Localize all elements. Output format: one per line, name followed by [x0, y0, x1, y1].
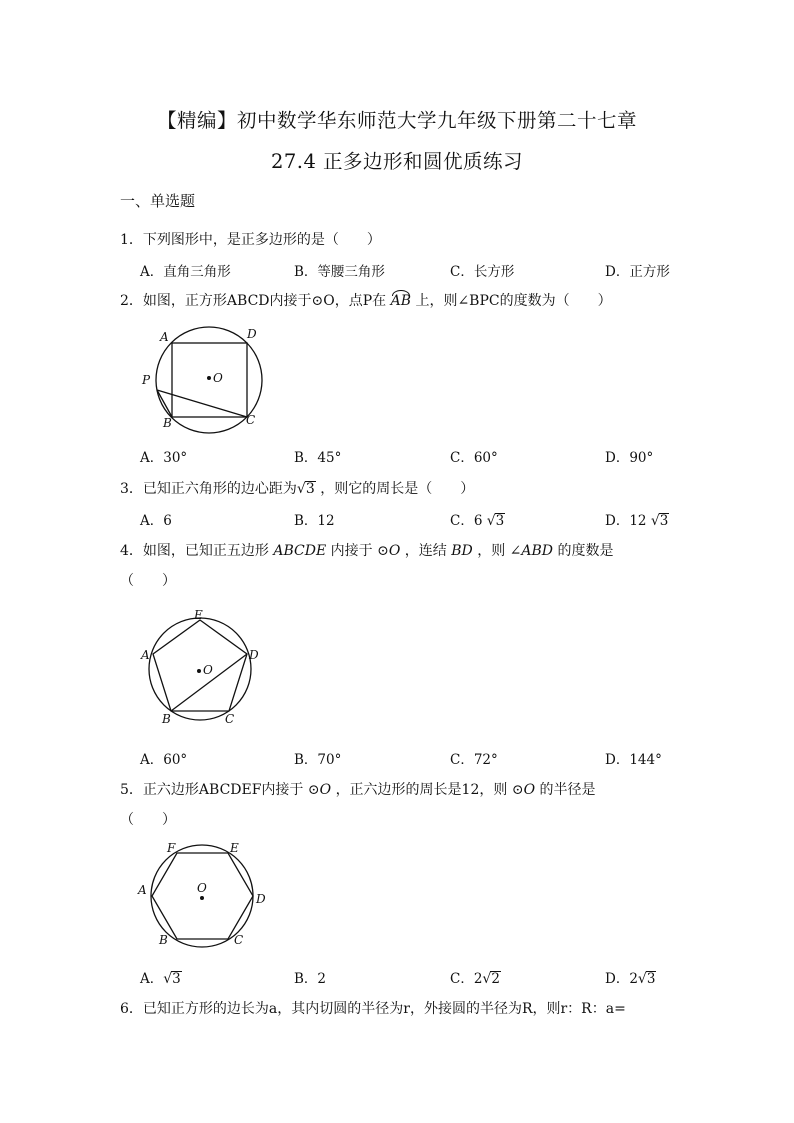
- q4-text-5: 的度数是: [557, 543, 614, 559]
- q5-label-o: O: [197, 881, 207, 895]
- q5-label-c: C: [234, 933, 244, 947]
- q1-option-a: A．直角三角形: [140, 264, 231, 280]
- q4-pentagon: [153, 620, 247, 711]
- q5-option-b: B．2: [294, 971, 327, 987]
- q5-option-d-text: D．2: [605, 971, 638, 987]
- q4-label-d: D: [249, 648, 259, 662]
- question-2: [120, 290, 612, 310]
- q2-label-c: C: [246, 413, 256, 427]
- q3-option-d-text: D．12: [605, 513, 647, 529]
- q3-option-c: C．6 √3: [450, 513, 505, 529]
- q2-figure: [135, 322, 270, 437]
- q2-text-before: 2．如图，正方形ABCD内接于⊙O，点P在: [120, 293, 387, 309]
- q3-option-d: D．12 √3: [605, 513, 669, 529]
- question-4-line-2: （ ）: [120, 573, 176, 589]
- q5-option-c: C．2√2: [450, 971, 500, 987]
- q2-label-d: D: [247, 327, 257, 341]
- q1-option-b: B．等腰三角形: [294, 264, 385, 280]
- q5-hexagon: [152, 853, 253, 939]
- question-1: 1．下列图形中，是正多边形的是（ ）: [120, 232, 381, 248]
- q4-polygon: ABCDE: [273, 543, 327, 559]
- q5-option-d: D．2√3: [605, 971, 656, 987]
- q5-circle: ⊙O: [307, 782, 332, 798]
- q5-figure: [135, 836, 270, 951]
- title-line-2: 27.4 正多边形和圆优质练习: [270, 150, 524, 173]
- q4-label-a: A: [141, 648, 150, 662]
- q4-text-1: 4．如图，已知正五边形: [120, 543, 269, 559]
- question-6: 6．已知正方形的边长为a，其内切圆的半径为r，外接圆的半径为R，则r：R：a=: [120, 1001, 626, 1017]
- q3-option-a: A．6: [140, 513, 172, 529]
- title-line-1: 【精编】初中数学华东师范大学九年级下册第二十七章: [156, 109, 637, 132]
- q4-angle: ∠ABD: [509, 543, 554, 559]
- q5-text-1: 5．正六边形ABCDEF内接于: [120, 782, 304, 798]
- q3-option-c-radicand: 3: [495, 513, 505, 529]
- q4-label-o: O: [203, 663, 213, 677]
- q2-line-pc: [157, 390, 247, 417]
- q5-label-b: B: [159, 933, 168, 947]
- q3-option-d-radicand: 3: [659, 513, 669, 529]
- q4-circle: ⊙O: [377, 543, 401, 559]
- q2-option-a: A．30°: [140, 450, 188, 466]
- q5-circle-2: ⊙O: [511, 782, 536, 798]
- q5-text-3: 的半径是: [539, 782, 596, 798]
- q3-option-b: B．12: [294, 513, 335, 529]
- question-5: [120, 779, 596, 799]
- q3-radicand: 3: [305, 481, 315, 497]
- question-4: [120, 540, 613, 560]
- q4-option-d: D．144°: [605, 752, 662, 768]
- q2-arc-ab: AB: [390, 293, 411, 309]
- section-heading: 一、单选题: [120, 192, 196, 210]
- q4-text-3: ，连结: [404, 543, 447, 559]
- q5-option-c-radicand: 2: [491, 971, 500, 987]
- q4-text-2: 内接于: [330, 543, 373, 559]
- q4-circle-shape: [149, 618, 251, 720]
- q4-label-c: C: [225, 712, 235, 726]
- q1-option-d: D．正方形: [605, 264, 670, 280]
- q4-text-4: ，则: [477, 543, 506, 559]
- q4-center-dot: [197, 669, 201, 673]
- q5-option-a-text: A．: [140, 971, 164, 987]
- q2-label-b: B: [163, 416, 172, 430]
- q4-option-a: A．60°: [140, 752, 188, 768]
- q4-segment: BD: [451, 543, 473, 559]
- q4-option-b: B．70°: [294, 752, 342, 768]
- q1-option-c: C．长方形: [450, 264, 515, 280]
- q5-option-d-radicand: 3: [646, 971, 656, 987]
- q4-label-e: E: [194, 610, 203, 622]
- q5-label-a: A: [138, 883, 147, 897]
- q5-option-c-text: C．2: [450, 971, 483, 987]
- q3-text-after: ，则它的周长是（ ）: [320, 481, 475, 497]
- q3-text-before: 3．已知正六角形的边心距为: [120, 481, 297, 497]
- q4-figure: [138, 610, 268, 728]
- q2-label-a: A: [160, 330, 169, 344]
- q5-label-f: F: [167, 841, 176, 855]
- q4-label-b: B: [162, 712, 171, 726]
- q2-label-p: P: [142, 373, 151, 387]
- q5-label-d: D: [256, 892, 266, 906]
- question-3: 3．已知正六角形的边心距为√3 ，则它的周长是（ ）: [120, 481, 475, 497]
- q2-text-after: 上，则∠BPC的度数为（ ）: [415, 293, 612, 309]
- q2-label-o: O: [213, 371, 223, 385]
- q5-text-2: ，正六边形的周长是12，则: [335, 782, 508, 798]
- q2-option-d: D．90°: [605, 450, 654, 466]
- q5-option-a: A．√3: [140, 971, 181, 987]
- q5-option-a-radicand: 3: [172, 971, 181, 987]
- q2-option-c: C．60°: [450, 450, 498, 466]
- q5-center-dot: [200, 896, 204, 900]
- q5-label-e: E: [230, 841, 239, 855]
- q4-option-c: C．72°: [450, 752, 498, 768]
- q3-option-c-text: C．6: [450, 513, 483, 529]
- question-5-line-2: （ ）: [120, 812, 176, 828]
- q2-option-b: B．45°: [294, 450, 342, 466]
- q2-center-dot: [207, 376, 211, 380]
